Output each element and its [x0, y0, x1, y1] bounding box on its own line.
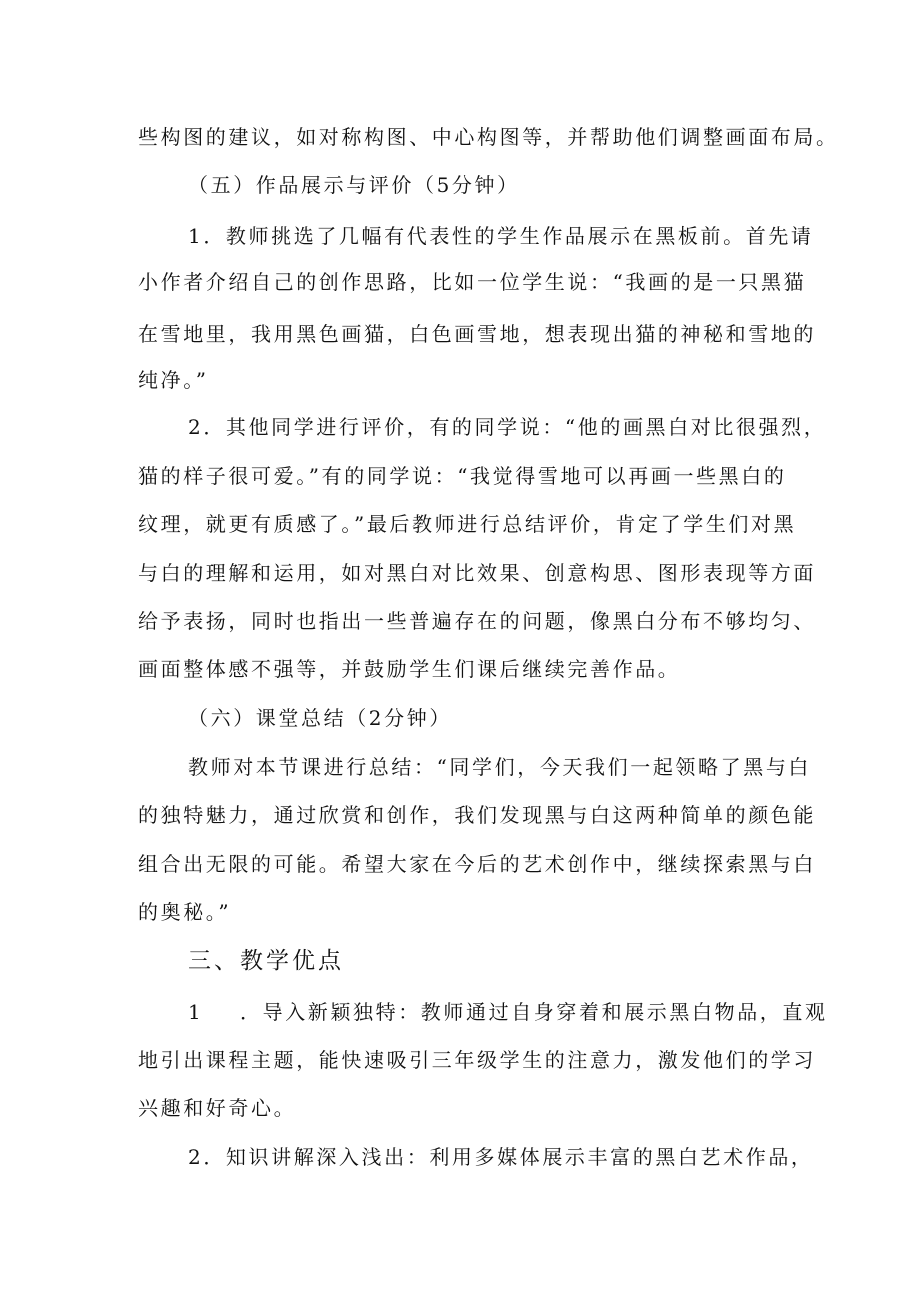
paragraph-line: 给予表扬，同时也指出一些普遍存在的问题，像黑白分布不够均匀、: [138, 609, 816, 633]
list-number: 1: [188, 1000, 204, 1024]
paragraph-line: ．导入新颖独特：教师通过自身穿着和展示黑白物品，直观: [240, 1000, 828, 1024]
paragraph-line: 在雪地里，我用黑色画猫，白色画雪地，想表现出猫的神秘和雪地的: [138, 322, 816, 346]
paragraph-line: 地引出课程主题，能快速吸引三年级学生的注意力，激发他们的学习: [138, 1048, 816, 1072]
paragraph-line: 教师对本节课进行总结：“同学们，今天我们一起领略了黑与白: [188, 755, 812, 779]
section-heading-five: （五）作品展示与评价（5分钟）: [188, 173, 520, 197]
paragraph-line: 画面整体感不强等，并鼓励学生们课后继续完善作品。: [138, 657, 681, 681]
paragraph-line: 些构图的建议，如对称构图、中心构图等，并帮助他们调整画面布局。: [138, 125, 839, 149]
paragraph-line: 小作者介绍自己的创作思路，比如一位学生说：“我画的是一只黑猫: [138, 270, 807, 294]
paragraph-line: 纯净。”: [138, 368, 209, 392]
paragraph-line: 1．教师挑选了几幅有代表性的学生作品展示在黑板前。首先请: [188, 224, 814, 248]
paragraph-line: 猫的样子很可爱。”有的同学说：“我觉得雪地可以再画一些黑白的: [138, 464, 787, 488]
paragraph-line: 的奥秘。”: [138, 900, 232, 924]
paragraph-line: 兴趣和好奇心。: [138, 1096, 297, 1120]
paragraph-line: 2．其他同学进行评价，有的同学说：“他的画黑白对比很强烈，: [188, 415, 827, 439]
section-heading-six: （六）课堂总结（2分钟）: [188, 706, 452, 730]
paragraph-line: 纹理，就更有质感了。”最后教师进行总结评价，肯定了学生们对黑: [138, 512, 797, 536]
section-heading-three: 三、教学优点: [188, 948, 344, 974]
paragraph-line: 的独特魅力，通过欣赏和创作，我们发现黑与白这两种简单的颜色能: [138, 803, 816, 827]
paragraph-line: 2．知识讲解深入浅出：利用多媒体展示丰富的黑白艺术作品，: [188, 1145, 814, 1169]
paragraph-line: 组合出无限的可能。希望大家在今后的艺术创作中，继续探索黑与白: [138, 852, 816, 876]
paragraph-line: 与白的理解和运用，如对黑白对比效果、创意构思、图形表现等方面: [138, 561, 816, 585]
